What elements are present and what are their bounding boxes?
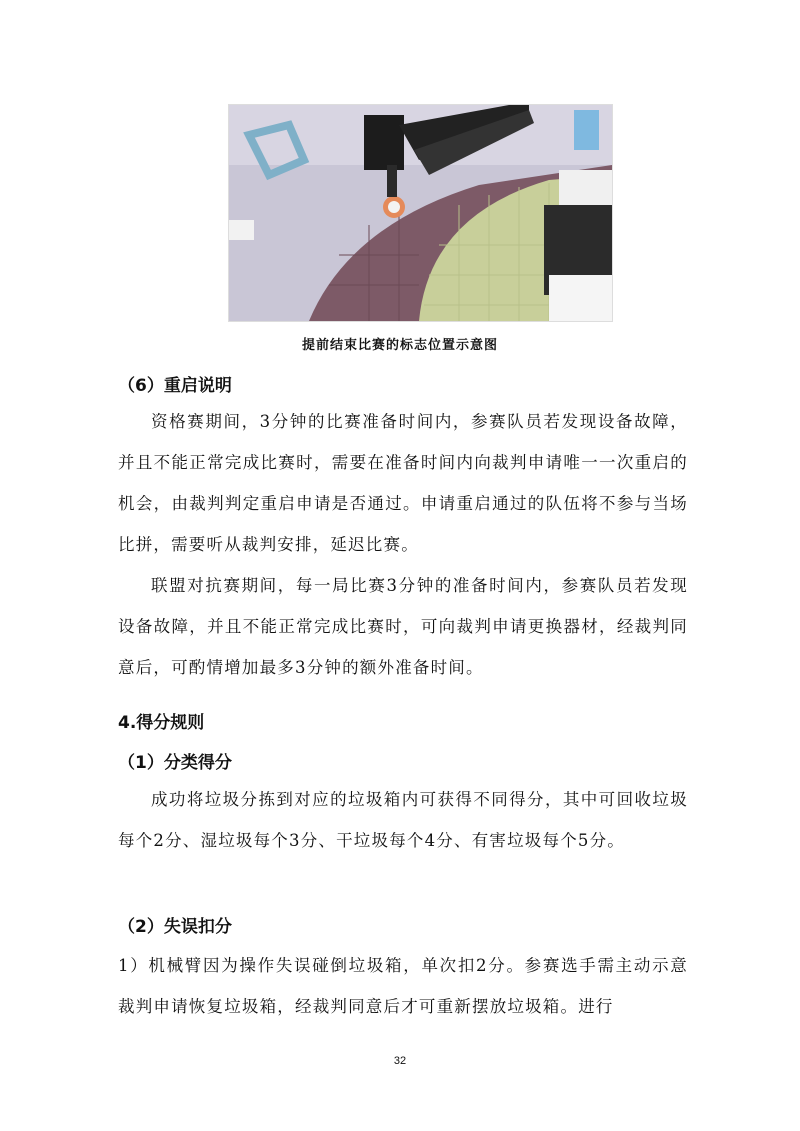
paragraph-restart-qualifier: 资格赛期间，3分钟的比赛准备时间内，参赛队员若发现设备故障，并且不能正常完成比赛时，需要在准备时间内向裁判申请唯一一次重启的机会，由裁判判定重启申请是否通过。申请重启通过的队伍将不参与当场比拼，需要听从裁判安排，延迟比赛。 bbox=[118, 412, 688, 554]
page-number: 32 bbox=[393, 1055, 407, 1067]
figure-photo bbox=[228, 104, 613, 322]
section-heading-restart: （6）重启说明 bbox=[118, 376, 232, 396]
section-heading-scoring: 4.得分规则 bbox=[118, 713, 205, 733]
robot-arm-photo bbox=[229, 105, 612, 321]
subsection-heading-classification: （1）分类得分 bbox=[118, 753, 232, 773]
paragraph-penalty: 1）机械臂因为操作失误碰倒垃圾箱，单次扣2分。参赛选手需主动示意裁判申请恢复垃圾箱，经裁判同意后才可重新摆放垃圾箱。进行 bbox=[118, 956, 688, 1016]
paragraph-classification-score: 成功将垃圾分拣到对应的垃圾箱内可获得不同得分，其中可回收垃圾每个2分、湿垃圾每个3分、干垃圾每个4分、有害垃圾每个5分。 bbox=[118, 790, 688, 850]
figure-caption: 提前结束比赛的标志位置示意图 bbox=[301, 338, 498, 353]
subsection-heading-penalty: （2）失误扣分 bbox=[118, 917, 232, 937]
paragraph-restart-alliance: 联盟对抗赛期间，每一局比赛3分钟的准备时间内，参赛队员若发现设备故障，并且不能正常完成比赛时，可向裁判申请更换器材，经裁判同意后，可酌情增加最多3分钟的额外准备时间。 bbox=[118, 576, 688, 677]
